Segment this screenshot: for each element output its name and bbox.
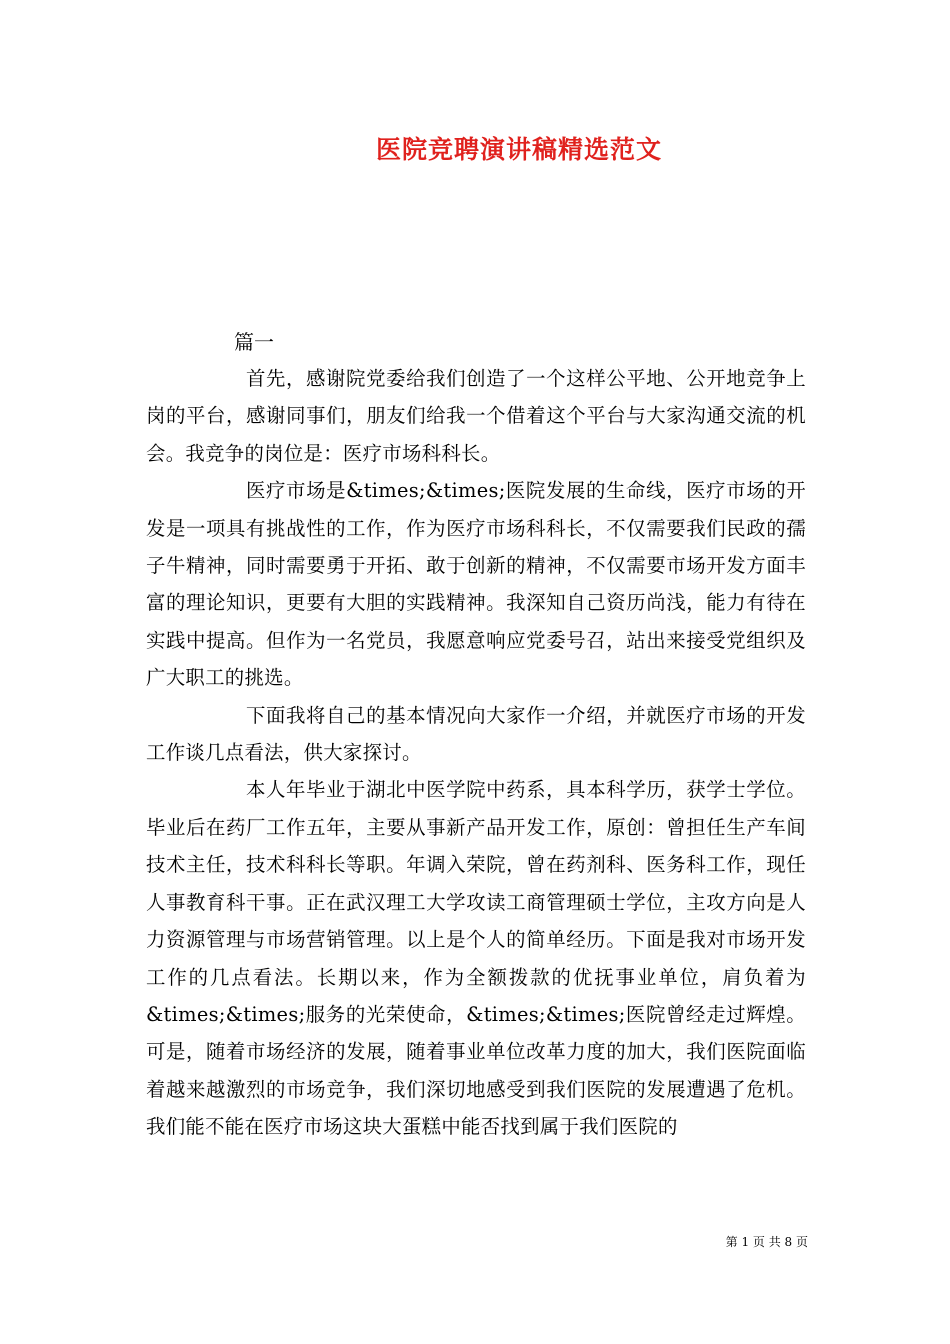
page-footer: 第 1 页 共 8 页	[725, 1235, 808, 1249]
section-label: 篇一	[234, 330, 274, 354]
paragraph: 医疗市场是&times;&times;医院发展的生命线，医疗市场的开发是一项具有挑战性的工作，作为医疗市场科科长，不仅需要我们民政的孺子牛精神，同时需要勇于开拓、敢于创新的精神，不仅需要市场开发方面丰富的理论知识，更要有大胆的实践精神。我深知自己资历尚浅，能力有待在实践中提高。但作为一名党员，我愿意响应党委号召，站出来接受党组织及广大职工的挑选。	[146, 479, 806, 690]
paragraph: 首先，感谢院党委给我们创造了一个这样公平地、公开地竞争上岗的平台，感谢同事们，朋友们给我一个借着这个平台与大家沟通交流的机会。我竞争的岗位是：医疗市场科科长。	[146, 367, 806, 465]
document-title: 医院竞聘演讲稿精选范文	[375, 135, 662, 164]
paragraph: 本人年毕业于湖北中医学院中药系，具本科学历，获学士学位。毕业后在药厂工作五年，主要从事新产品开发工作，原创：曾担任生产车间技术主任，技术科科长等职。年调入荣院，曾在药剂科、医务科工作，现任人事教育科干事。正在武汉理工大学攻读工商管理硕士学位，主攻方向是人力资源管理与市场营销管理。以上是个人的简单经历。下面是我对市场开发工作的几点看法。长期以来，作为全额拨款的优抚事业单位，肩负着为&times;&times;服务的光荣使命，&times;&times;医院曾经走过辉煌。可是，随着市场经济的发展，随着事业单位改革力度的加大，我们医院面临着越来越激烈的市场竞争，我们深切地感受到我们医院的发展遭遇了危机。我们能不能在医疗市场这块大蛋糕中能否找到属于我们医院的	[146, 778, 806, 1139]
document-body	[146, 360, 806, 1146]
paragraph: 下面我将自己的基本情况向大家作一介绍，并就医疗市场的开发工作谈几点看法，供大家探讨。	[146, 703, 806, 765]
